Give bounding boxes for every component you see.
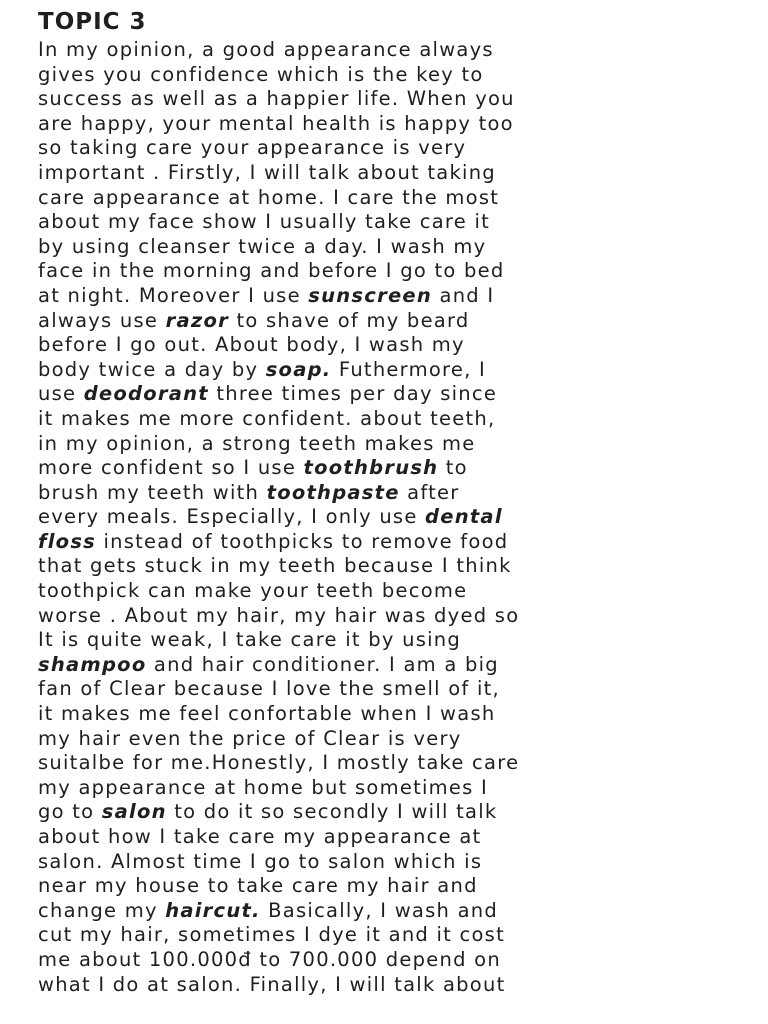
text-line [38,284,738,309]
text-segment: what I do at salon. Finally, I will talk about [38,972,506,996]
text-line [38,259,738,284]
text-line [38,481,738,506]
keyword-emphasis: haircut. [165,898,261,922]
text-segment: me about 100.000đ to 700.000 depend on [38,947,501,971]
text-line [38,530,738,555]
text-segment: brush my teeth with [38,480,267,504]
text-segment: to [438,456,468,480]
text-line [38,825,738,850]
text-line [38,407,738,432]
page-title: TOPIC 3 [38,9,147,35]
text-segment: Futhermore, I [331,357,487,381]
text-segment: before I go out. About body, I wash my [38,333,465,357]
text-segment: in my opinion, a strong teeth makes me [38,431,476,455]
text-line [38,702,738,727]
keyword-emphasis: deodorant [83,382,209,406]
text-line [38,800,738,825]
text-line [38,63,738,88]
text-segment: at night. Moreover I use [38,283,309,307]
text-line [38,579,738,604]
text-line [38,604,738,629]
text-line [38,38,738,63]
text-line [38,87,738,112]
text-line [38,899,738,924]
text-segment: it makes me more confident. about teeth, [38,406,496,430]
text-segment: three times per day since [208,382,498,406]
text-line [38,112,738,137]
text-line [38,136,738,161]
text-segment: to shave of my beard [229,308,470,332]
text-segment: about how I take care my appearance at [38,825,482,848]
text-line [38,850,738,875]
text-segment: fan of Clear because I love the smell of it, [38,677,500,701]
keyword-emphasis: floss [38,529,97,553]
text-line [38,948,738,973]
text-segment: toothpick can make your teeth become [38,579,468,603]
text-segment: care appearance at home. I care the most [38,185,500,209]
keyword-emphasis: soap. [265,357,332,381]
text-segment: near my house to take care my hair and [38,874,478,898]
text-segment: so taking care your appearance is very [38,136,467,160]
keyword-emphasis: salon [101,800,167,824]
keyword-emphasis: sunscreen [308,283,433,307]
text-line [38,432,738,457]
text-segment: gives you confidence which is the key to [38,62,484,86]
text-line [38,210,738,235]
text-segment: to do it so secondly I will talk [166,800,498,824]
document-page [38,8,738,997]
text-line [38,333,738,358]
text-segment: salon. Almost time I go to salon which is [38,849,483,873]
text-segment: more confident so I use [38,456,304,480]
keyword-emphasis: toothpaste [266,480,400,504]
text-line [38,235,738,260]
text-segment: my hair even the price of Clear is very [38,726,462,750]
text-line [38,653,738,678]
text-segment: It is quite weak, I take care it by using [38,628,462,652]
text-segment: use [38,382,84,406]
text-segment: and hair conditioner. I am a big [146,652,499,676]
text-line [38,973,738,998]
text-segment: it makes me feel confortable when I wash [38,702,496,726]
text-line [38,628,738,653]
text-segment: are happy, your mental health is happy too [38,111,514,135]
text-line [38,456,738,481]
text-line [38,677,738,702]
text-segment: go to [38,800,102,824]
text-line [38,923,738,948]
text-segment: worse . About my hair, my hair was dyed so [38,603,520,627]
text-segment: every meals. Especially, I only use [38,505,426,529]
text-line [38,382,738,407]
text-segment: my appearance at home but sometimes I [38,775,488,799]
text-segment: success as well as a happier life. When you [38,87,515,111]
text-segment: about my face show I usually take care it [38,210,491,234]
text-segment: instead of toothpicks to remove food [96,529,509,553]
text-segment: cut my hair, sometimes I dye it and it cost [38,923,505,947]
text-line [38,751,738,776]
text-line [38,309,738,334]
text-segment: always use [38,308,166,332]
text-line [38,554,738,579]
essay-body [38,38,738,997]
text-segment: In my opinion, a good appearance always [38,38,494,61]
text-segment: after [399,480,460,504]
text-line [38,874,738,899]
text-line [38,505,738,530]
text-segment: body twice a day by [38,357,266,381]
text-line [38,776,738,801]
text-line [38,161,738,186]
text-line [38,727,738,752]
keyword-emphasis: dental [425,505,503,529]
keyword-emphasis: razor [165,308,230,332]
text-line [38,186,738,211]
text-segment: and I [432,283,495,307]
text-line [38,358,738,383]
text-segment: by using cleanser twice a day. I wash my [38,234,487,258]
text-segment: suitalbe for me.Honestly, I mostly take care [38,751,520,775]
text-segment: Basically, I wash and [260,898,499,922]
text-segment: change my [38,898,166,922]
text-segment: face in the morning and before I go to bed [38,259,505,283]
text-segment: important . Firstly, I will talk about taking [38,160,496,184]
keyword-emphasis: toothbrush [303,456,439,480]
text-segment: that gets stuck in my teeth because I think [38,554,512,578]
keyword-emphasis: shampoo [38,652,147,676]
